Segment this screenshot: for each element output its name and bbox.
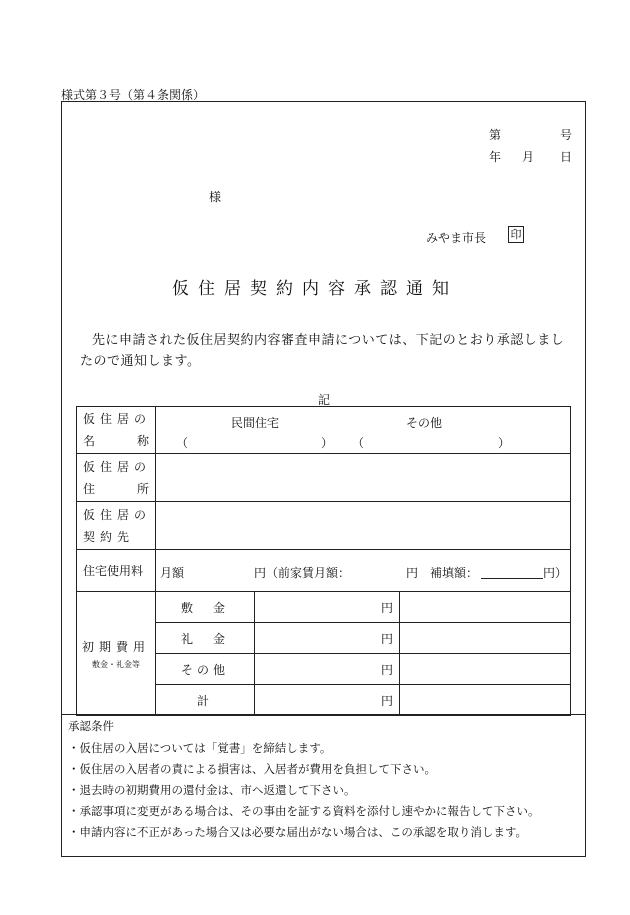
recipient-honorific: 様 <box>209 190 222 204</box>
table-row-address <box>77 454 571 502</box>
label-cell: 住宅使用料 <box>77 550 156 592</box>
cost-item-total: 計 <box>156 685 255 716</box>
date-year: 年 <box>489 150 502 164</box>
address-value-cell[interactable] <box>156 454 571 502</box>
option-other: その他 <box>406 416 443 430</box>
cost-note-cell[interactable] <box>400 623 571 654</box>
paren-close: ） <box>321 436 334 450</box>
paren-close: ） <box>498 436 511 450</box>
issuer-name: みやま市長 <box>426 231 487 245</box>
label-cell: 仮住居の 契約先 <box>77 502 156 550</box>
cost-amount-deposit[interactable]: 円 <box>255 592 400 623</box>
condition-item: ・承認事項に変更がある場合は、その事由を証する資料を添付し速やかに報告して下さい。 <box>68 804 540 818</box>
rent-end-label: 円） <box>543 565 568 580</box>
label-cell: 仮住居の 名 称 <box>77 407 156 454</box>
condition-item: ・申請内容に不正があった場合又は必要な届出がない場合は、この承認を取り消します。 <box>68 825 527 839</box>
cost-note-cell[interactable] <box>400 654 571 685</box>
table-row-cost <box>77 592 571 623</box>
condition-item: ・退去時の初期費用の還付金は、市へ返還して下さい。 <box>68 783 356 797</box>
condition-item: ・仮住居の入居者の責による損害は、入居者が費用を負担して下さい。 <box>68 762 436 776</box>
paren-open: （ <box>352 436 365 450</box>
rent-previous-label: 円（前家賃月額： <box>254 565 351 580</box>
details-table <box>76 406 571 716</box>
cost-note-cell[interactable] <box>400 685 571 716</box>
rent-monthly-label: 月額 <box>160 565 185 580</box>
cost-amount-total[interactable]: 円 <box>255 685 400 716</box>
date-day: 日 <box>560 150 573 164</box>
cost-note-cell[interactable] <box>400 592 571 623</box>
document-number-prefix: 第 <box>489 128 502 142</box>
rent-value-cell[interactable] <box>156 550 571 592</box>
body-text-line-1: 先に申請された仮住居契約内容審査申請については、下記のとおり承認しまし <box>92 333 565 348</box>
cost-item-key-money: 礼 金 <box>156 623 255 654</box>
form-number-label: 様式第３号（第４条関係） <box>61 88 206 102</box>
rent-fill-label: 円 補填額： <box>406 565 479 580</box>
ki-marker: 記 <box>318 393 331 407</box>
seal-box: 印 <box>508 226 524 243</box>
table-row-rent <box>77 550 571 592</box>
body-text-line-2: たので通知します。 <box>80 354 201 369</box>
paren-open: （ <box>176 436 189 450</box>
date-month: 月 <box>522 150 535 164</box>
fill-amount-underline[interactable] <box>481 564 543 579</box>
table-row-contract <box>77 502 571 550</box>
label-cell: 仮住居の 住 所 <box>77 454 156 502</box>
table-row-name <box>77 407 571 454</box>
initial-cost-label: 初期費用 敷金・礼金等 <box>77 592 156 716</box>
cost-item-deposit: 敷 金 <box>156 592 255 623</box>
conditions-title: 承認条件 <box>68 719 114 733</box>
document-number-suffix: 号 <box>560 128 573 142</box>
option-private-housing: 民間住宅 <box>231 416 280 430</box>
condition-item: ・仮住居の入居については「覚書」を締結します。 <box>68 741 332 755</box>
document-title: 仮住居契約内容承認通知 <box>172 279 458 299</box>
cost-amount-other[interactable]: 円 <box>255 654 400 685</box>
conditions-divider <box>61 714 586 715</box>
name-value-cell[interactable] <box>156 407 571 454</box>
contract-value-cell[interactable] <box>156 502 571 550</box>
cost-item-other: その他 <box>156 654 255 685</box>
cost-amount-key-money[interactable]: 円 <box>255 623 400 654</box>
